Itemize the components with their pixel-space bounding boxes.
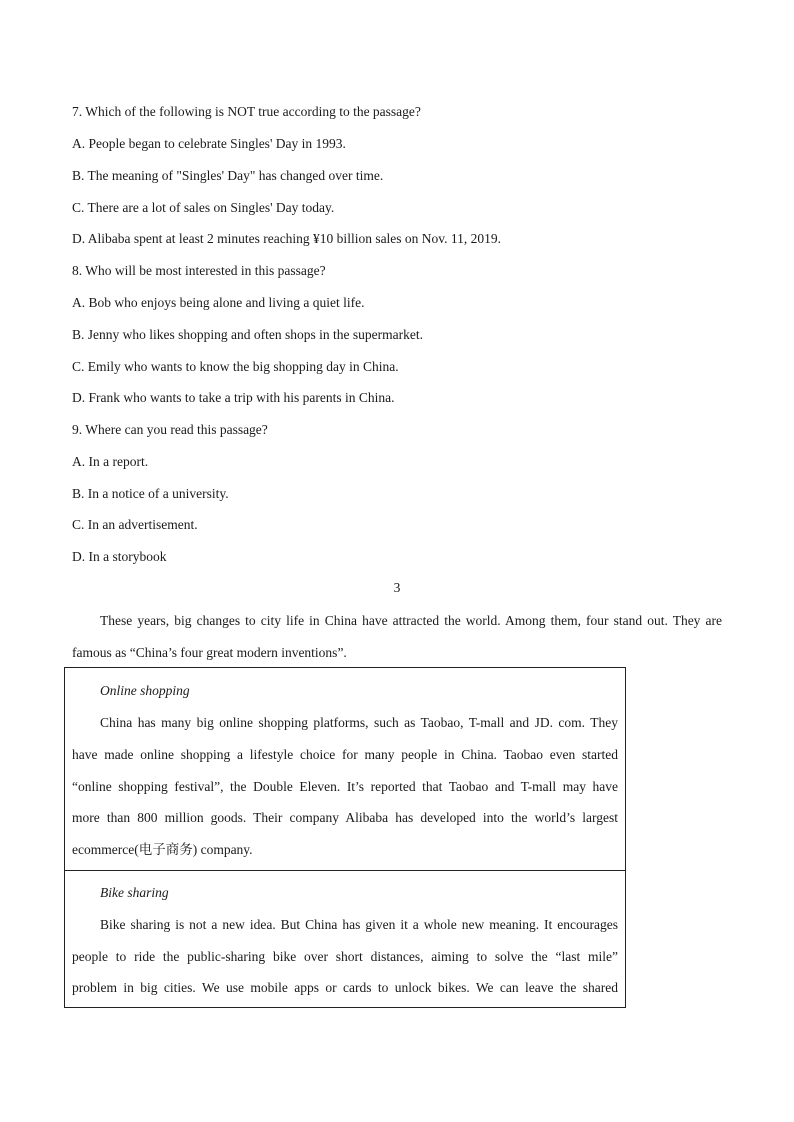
intro-line-2: famous as “China’s four great modern inventions”. <box>72 645 347 660</box>
question-9-option-d: D. In a storybook <box>72 549 167 564</box>
question-7-option-a: A. People began to celebrate Singles' Day in 1993. <box>72 136 346 151</box>
question-7-stem: 7. Which of the following is NOT true according to the passage? <box>72 104 421 119</box>
question-8-option-b: B. Jenny who likes shopping and often shops in the supermarket. <box>72 327 423 342</box>
question-9-option-c: C. In an advertisement. <box>72 517 198 532</box>
bike-sharing-title: Bike sharing <box>100 885 169 900</box>
bike-sharing-line-1: Bike sharing is not a new idea. But China has given it a whole new meaning. It encourages <box>100 917 618 932</box>
online-shopping-line-4: more than 800 million goods. Their company Alibaba has developed into the world’s largest <box>72 810 618 825</box>
question-8-option-d: D. Frank who wants to take a trip with his parents in China. <box>72 390 395 405</box>
question-9-stem: 9. Where can you read this passage? <box>72 422 268 437</box>
question-8-option-c: C. Emily who wants to know the big shopping day in China. <box>72 359 399 374</box>
inventions-table <box>64 667 626 1008</box>
table-divider <box>65 870 625 871</box>
bike-sharing-line-3: problem in big cities. We use mobile apps or cards to unlock bikes. We can leave the shared <box>72 980 618 995</box>
question-8-option-a: A. Bob who enjoys being alone and living a quiet life. <box>72 295 365 310</box>
question-7-option-b: B. The meaning of "Singles' Day" has changed over time. <box>72 168 384 183</box>
online-shopping-title: Online shopping <box>100 683 190 698</box>
section-number: 3 <box>393 580 401 595</box>
question-7-option-d: D. Alibaba spent at least 2 minutes reaching ¥10 billion sales on Nov. 11, 2019. <box>72 231 502 246</box>
online-shopping-line-3: “online shopping festival”, the Double Eleven. It’s reported that Taobao and T-mall may have <box>72 779 618 794</box>
online-shopping-line-2: have made online shopping a lifestyle choice for many people in China. Taobao even started <box>72 747 618 762</box>
question-7-option-c: C. There are a lot of sales on Singles' Day today. <box>72 200 335 215</box>
online-shopping-line-5: ecommerce(电子商务) company. <box>72 842 253 857</box>
bike-sharing-line-2: people to ride the public-sharing bike over short distances, aiming to solve the “last mile” <box>72 949 618 964</box>
intro-line-1: These years, big changes to city life in China have attracted the world. Among them, four stand out. They are <box>100 613 722 628</box>
question-8-stem: 8. Who will be most interested in this passage? <box>72 263 326 278</box>
question-9-option-b: B. In a notice of a university. <box>72 486 229 501</box>
question-9-option-a: A. In a report. <box>72 454 149 469</box>
online-shopping-line-1: China has many big online shopping platforms, such as Taobao, T-mall and JD. com. They <box>100 715 618 730</box>
